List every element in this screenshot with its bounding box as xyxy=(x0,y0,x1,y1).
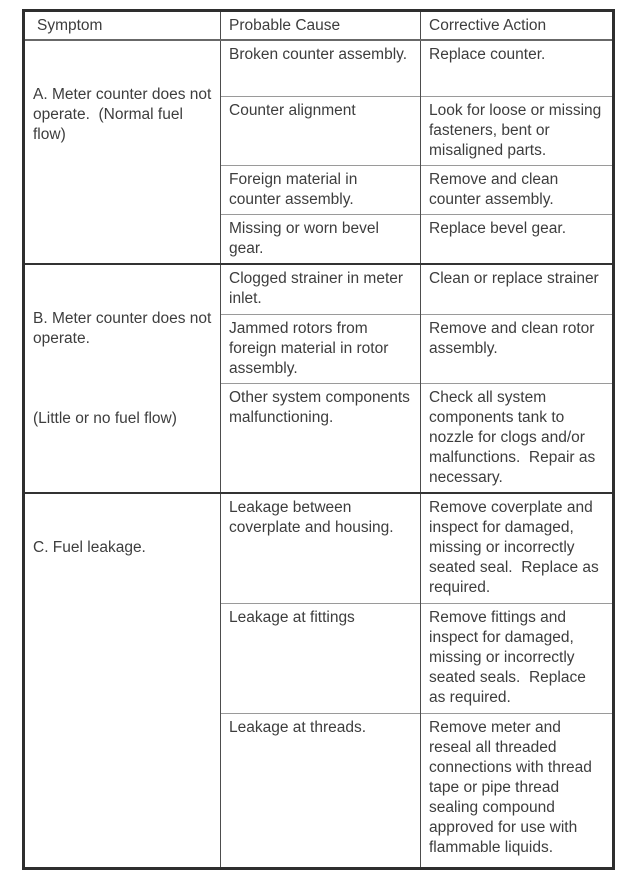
symptom-text: B. Meter counter does not operate. xyxy=(33,309,216,347)
header-row xyxy=(24,11,614,41)
action-cell: Remove and clean counter assembly. xyxy=(421,165,614,214)
cause-cell: Leakage between coverplate and housing. xyxy=(221,493,421,603)
symptom-cell-b xyxy=(24,264,221,494)
action-cell: Look for loose or missing fasteners, bent or misaligned parts. xyxy=(421,96,614,165)
action-cell: Check all system components tank to nozzle for clogs and/or malfunctions. Repair as necessary. xyxy=(421,384,614,494)
cause-cell: Foreign material in counter assembly. xyxy=(221,165,421,214)
action-cell: Remove coverplate and inspect for damaged, missing or incorrectly seated seal. Replace as required. xyxy=(421,493,614,603)
table-row xyxy=(24,264,614,315)
action-cell: Remove meter and reseal all threaded connections with thread tape or pipe thread sealing compound approved for use with flammable liquids. xyxy=(421,713,614,868)
cause-cell: Jammed rotors from foreign material in rotor assembly. xyxy=(221,315,421,384)
cause-cell: Broken counter assembly. xyxy=(221,40,421,96)
action-cell: Replace counter. xyxy=(421,40,614,96)
action-cell: Remove fittings and inspect for damaged, missing or incorrectly seated seals. Replace as required. xyxy=(421,603,614,713)
symptom-cell-c xyxy=(24,493,221,868)
action-cell: Remove and clean rotor assembly. xyxy=(421,315,614,384)
cause-cell: Leakage at fittings xyxy=(221,603,421,713)
table-row xyxy=(24,40,614,96)
symptom-text: A. Meter counter does not operate. (Normal fuel flow) xyxy=(33,86,216,143)
cause-cell: Leakage at threads. xyxy=(221,713,421,868)
cause-cell: Other system components malfunctioning. xyxy=(221,384,421,494)
symptom-text: C. Fuel leakage. xyxy=(33,539,146,556)
header-symptom: Symptom xyxy=(24,11,221,41)
action-cell: Replace bevel gear. xyxy=(421,214,614,264)
table-row xyxy=(24,493,614,603)
action-cell: Clean or replace strainer xyxy=(421,264,614,315)
cause-cell: Missing or worn bevel gear. xyxy=(221,214,421,264)
cause-cell: Clogged strainer in meter inlet. xyxy=(221,264,421,315)
header-probable-cause: Probable Cause xyxy=(221,11,421,41)
cause-cell: Counter alignment xyxy=(221,96,421,165)
symptom-cell-a xyxy=(24,40,221,264)
symptom-note: (Little or no fuel flow) xyxy=(33,409,177,427)
header-corrective-action: Corrective Action xyxy=(421,11,614,41)
troubleshooting-table xyxy=(22,9,615,870)
